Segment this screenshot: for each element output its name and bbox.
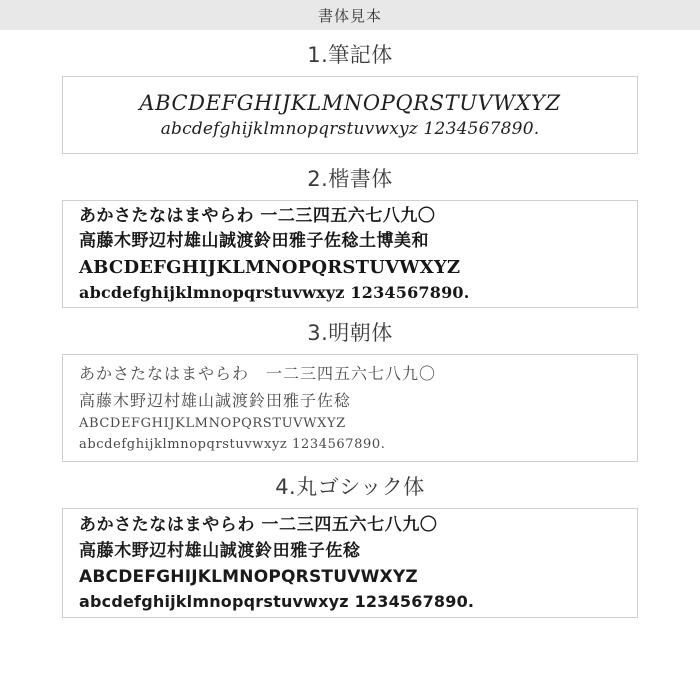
sample-line-kanji: 高藤木野辺村雄山誠渡鈴田雅子佐稔土博美和 (79, 231, 429, 252)
section-title-script: 1.筆記体 (307, 43, 393, 67)
sample-line-kana: あかさたなはまやらわ 一二三四五六七八九〇 (79, 205, 436, 226)
page-title: 書体見本 (317, 6, 382, 25)
sample-line-kana: あかさたなはまやらわ 一二三四五六七八九〇 (79, 514, 438, 535)
sample-line-kanji: 高藤木野辺村雄山誠渡鈴田雅子佐稔 (79, 541, 361, 562)
font-section-kaisho (0, 163, 700, 308)
sample-line-kanji: 高藤木野辺村雄山誠渡鈴田雅子佐稔 (79, 391, 352, 411)
sample-box-maru-gothic (62, 508, 638, 618)
font-section-script (0, 39, 700, 154)
sample-line-lowercase: abcdefghijklmnopqrstuvwxyz 1234567890. (79, 592, 475, 612)
sample-box-mincho (62, 354, 638, 462)
sample-line-uppercase: ABCDEFGHIJKLMNOPQRSTUVWXYZ (79, 256, 461, 278)
sample-box-kaisho (62, 200, 638, 308)
section-title-mincho: 3.明朝体 (307, 321, 393, 345)
sample-line-kana: あかさたなはまやらわ 一二三四五六七八九〇 (79, 364, 437, 384)
section-title-maru-gothic: 4.丸ゴシック体 (275, 475, 425, 499)
sample-line-uppercase: ABCDEFGHIJKLMNOPQRSTUVWXYZ (79, 566, 418, 587)
sample-line-lowercase: abcdefghijklmnopqrstuvwxyz 1234567890. (79, 437, 386, 453)
font-section-mincho (0, 317, 700, 462)
sample-box-script (62, 76, 638, 154)
font-section-maru-gothic (0, 471, 700, 618)
page-header (0, 0, 700, 30)
sample-line-uppercase: ABCDEFGHIJKLMNOPQRSTUVWXYZ (139, 90, 561, 115)
sample-line-lowercase: abcdefghijklmnopqrstuvwxyz 1234567890. (79, 282, 470, 302)
sample-line-uppercase: ABCDEFGHIJKLMNOPQRSTUVWXYZ (79, 416, 346, 432)
sample-line-lowercase: abcdefghijklmnopqrstuvwxyz 1234567890. (160, 118, 540, 139)
section-title-kaisho: 2.楷書体 (307, 167, 393, 191)
